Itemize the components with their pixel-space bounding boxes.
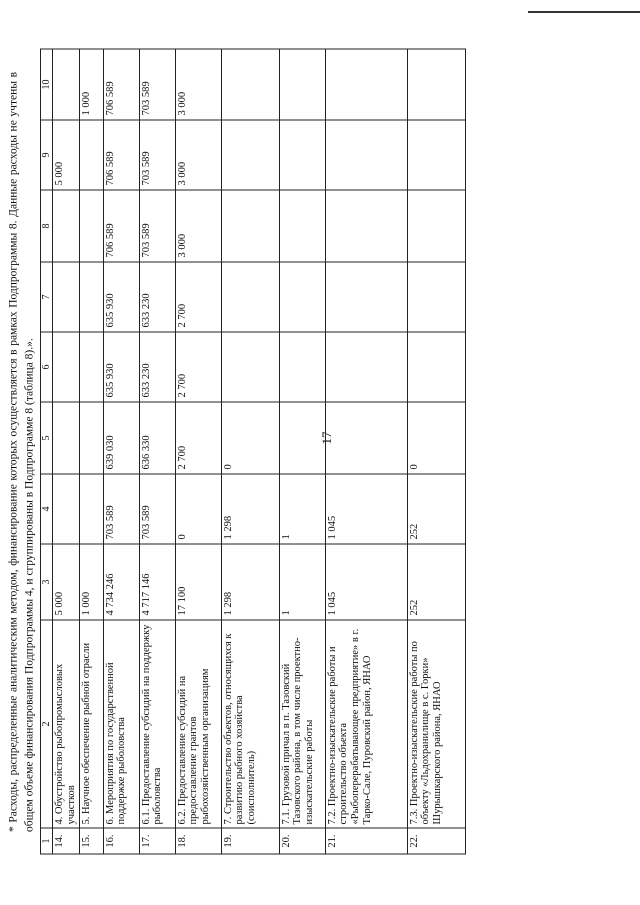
value-cell bbox=[79, 474, 103, 544]
top-rule bbox=[528, 11, 640, 13]
value-cell: 2 700 bbox=[175, 262, 221, 332]
row-name-cell: 6.1. Предоставление субсидий на поддержку рыболовства bbox=[139, 620, 175, 828]
value-cell: 706 589 bbox=[103, 49, 139, 120]
finance-table bbox=[40, 49, 466, 855]
table-row bbox=[53, 49, 80, 854]
row-number-cell: 18. bbox=[175, 828, 221, 854]
value-cell bbox=[279, 332, 325, 402]
value-cell: 703 589 bbox=[139, 120, 175, 190]
value-cell: 2 700 bbox=[175, 332, 221, 402]
value-cell: 703 589 bbox=[139, 190, 175, 262]
value-cell: 252 bbox=[407, 544, 465, 620]
value-cell: 1 000 bbox=[79, 544, 103, 620]
header-cell: 3 bbox=[41, 544, 53, 620]
row-name-cell: 5. Научное обеспечение рыбной отрасли bbox=[79, 620, 103, 828]
value-cell bbox=[79, 402, 103, 474]
footnote: * Расходы, распределенные аналитическим методом, финансирование которых осуществляется в рамках Подпрограммы 8. Данные расходы не учтены в общем объеме финансирования Подпрограммы 4, и сгруппированы в Подпрограмме 8 (таблица 8).». bbox=[7, 72, 35, 832]
value-cell bbox=[53, 190, 80, 262]
value-cell: 633 230 bbox=[139, 262, 175, 332]
value-cell bbox=[79, 120, 103, 190]
table-row bbox=[325, 49, 407, 854]
value-cell: 1 045 bbox=[325, 544, 407, 620]
value-cell: 5 000 bbox=[53, 120, 80, 190]
value-cell bbox=[221, 190, 279, 262]
page-number: 17 bbox=[319, 431, 334, 445]
value-cell bbox=[53, 49, 80, 120]
value-cell bbox=[325, 190, 407, 262]
value-cell bbox=[279, 190, 325, 262]
value-cell bbox=[53, 262, 80, 332]
value-cell bbox=[407, 332, 465, 402]
value-cell: 3 000 bbox=[175, 120, 221, 190]
value-cell: 1 298 bbox=[221, 474, 279, 544]
header-cell: 7 bbox=[41, 262, 53, 332]
header-cell: 8 bbox=[41, 190, 53, 262]
header-cell: 5 bbox=[41, 402, 53, 474]
value-cell bbox=[53, 332, 80, 402]
row-number-cell: 21. bbox=[325, 828, 407, 854]
value-cell: 633 230 bbox=[139, 332, 175, 402]
header-cell: 4 bbox=[41, 474, 53, 544]
value-cell bbox=[407, 190, 465, 262]
header-cell: 10 bbox=[41, 49, 53, 120]
value-cell bbox=[221, 120, 279, 190]
value-cell bbox=[325, 402, 407, 474]
row-name-cell: 4. Обустройство рыбопромысловых участков bbox=[53, 620, 80, 828]
value-cell bbox=[407, 262, 465, 332]
table-row bbox=[103, 49, 139, 854]
table-row bbox=[79, 49, 103, 854]
value-cell: 1 bbox=[279, 544, 325, 620]
value-cell bbox=[279, 120, 325, 190]
row-name-cell: 6. Мероприятия по государственной поддержке рыболовства bbox=[103, 620, 139, 828]
value-cell: 3 000 bbox=[175, 49, 221, 120]
value-cell bbox=[79, 190, 103, 262]
header-cell: 2 bbox=[41, 620, 53, 828]
value-cell: 252 bbox=[407, 474, 465, 544]
value-cell bbox=[279, 402, 325, 474]
rotated-table-container bbox=[40, 50, 600, 855]
row-number-cell: 16. bbox=[103, 828, 139, 854]
header-cell: 9 bbox=[41, 120, 53, 190]
row-number-cell: 19. bbox=[221, 828, 279, 854]
header-cell: 6 bbox=[41, 332, 53, 402]
value-cell: 5 000 bbox=[53, 544, 80, 620]
value-cell: 639 030 bbox=[103, 402, 139, 474]
value-cell bbox=[407, 49, 465, 120]
value-cell: 703 589 bbox=[139, 474, 175, 544]
value-cell bbox=[325, 120, 407, 190]
value-cell: 3 000 bbox=[175, 190, 221, 262]
value-cell: 2 700 bbox=[175, 402, 221, 474]
header-cell: 1 bbox=[41, 828, 53, 854]
value-cell bbox=[279, 262, 325, 332]
value-cell bbox=[79, 332, 103, 402]
table-row bbox=[221, 49, 279, 854]
value-cell: 1 000 bbox=[79, 49, 103, 120]
row-number-cell: 14. bbox=[53, 828, 80, 854]
row-number-cell: 17. bbox=[139, 828, 175, 854]
value-cell: 1 bbox=[279, 474, 325, 544]
value-cell: 0 bbox=[221, 402, 279, 474]
row-name-cell: 7.2. Проектно-изыскательские работы и строительство объекта «Рыбоперерабатывающее предприятие» в г. Тарко-Сале, Пуровский район, ЯНАО bbox=[325, 620, 407, 828]
value-cell bbox=[53, 402, 80, 474]
value-cell: 1 298 bbox=[221, 544, 279, 620]
value-cell bbox=[325, 262, 407, 332]
value-cell: 706 589 bbox=[103, 120, 139, 190]
value-cell: 703 589 bbox=[139, 49, 175, 120]
value-cell bbox=[407, 120, 465, 190]
table-row bbox=[175, 49, 221, 854]
table-header-row bbox=[41, 49, 53, 854]
value-cell: 635 930 bbox=[103, 262, 139, 332]
value-cell: 1 045 bbox=[325, 474, 407, 544]
value-cell bbox=[221, 332, 279, 402]
value-cell: 636 330 bbox=[139, 402, 175, 474]
value-cell bbox=[221, 49, 279, 120]
value-cell bbox=[279, 49, 325, 120]
row-name-cell: 7. Строительство объектов, относящихся к развитию рыбного хозяйства (соисполнитель) bbox=[221, 620, 279, 828]
value-cell: 4 734 246 bbox=[103, 544, 139, 620]
table-row bbox=[279, 49, 325, 854]
row-name-cell: 7.1. Грузовой причал в п. Тазовский Тазовского района, в том числе проектно-изыскательские работы bbox=[279, 620, 325, 828]
value-cell: 0 bbox=[407, 402, 465, 474]
value-cell: 0 bbox=[175, 474, 221, 544]
value-cell: 17 100 bbox=[175, 544, 221, 620]
value-cell: 703 589 bbox=[103, 474, 139, 544]
row-name-cell: 6.2. Предоставление субсидий на предоставление грантов рыбохозяйственным организациям bbox=[175, 620, 221, 828]
value-cell: 4 717 146 bbox=[139, 544, 175, 620]
table-row bbox=[407, 49, 465, 854]
value-cell bbox=[53, 474, 80, 544]
table-row bbox=[139, 49, 175, 854]
value-cell bbox=[221, 262, 279, 332]
value-cell: 706 589 bbox=[103, 190, 139, 262]
table-body bbox=[53, 49, 466, 854]
value-cell bbox=[325, 49, 407, 120]
row-number-cell: 20. bbox=[279, 828, 325, 854]
row-number-cell: 15. bbox=[79, 828, 103, 854]
value-cell bbox=[79, 262, 103, 332]
row-name-cell: 7.3. Проектно-изыскательские работы по объекту «Льдохранилище в с. Горки» Шурышкарского района, ЯНАО bbox=[407, 620, 465, 828]
value-cell: 635 930 bbox=[103, 332, 139, 402]
value-cell bbox=[325, 332, 407, 402]
row-number-cell: 22. bbox=[407, 828, 465, 854]
